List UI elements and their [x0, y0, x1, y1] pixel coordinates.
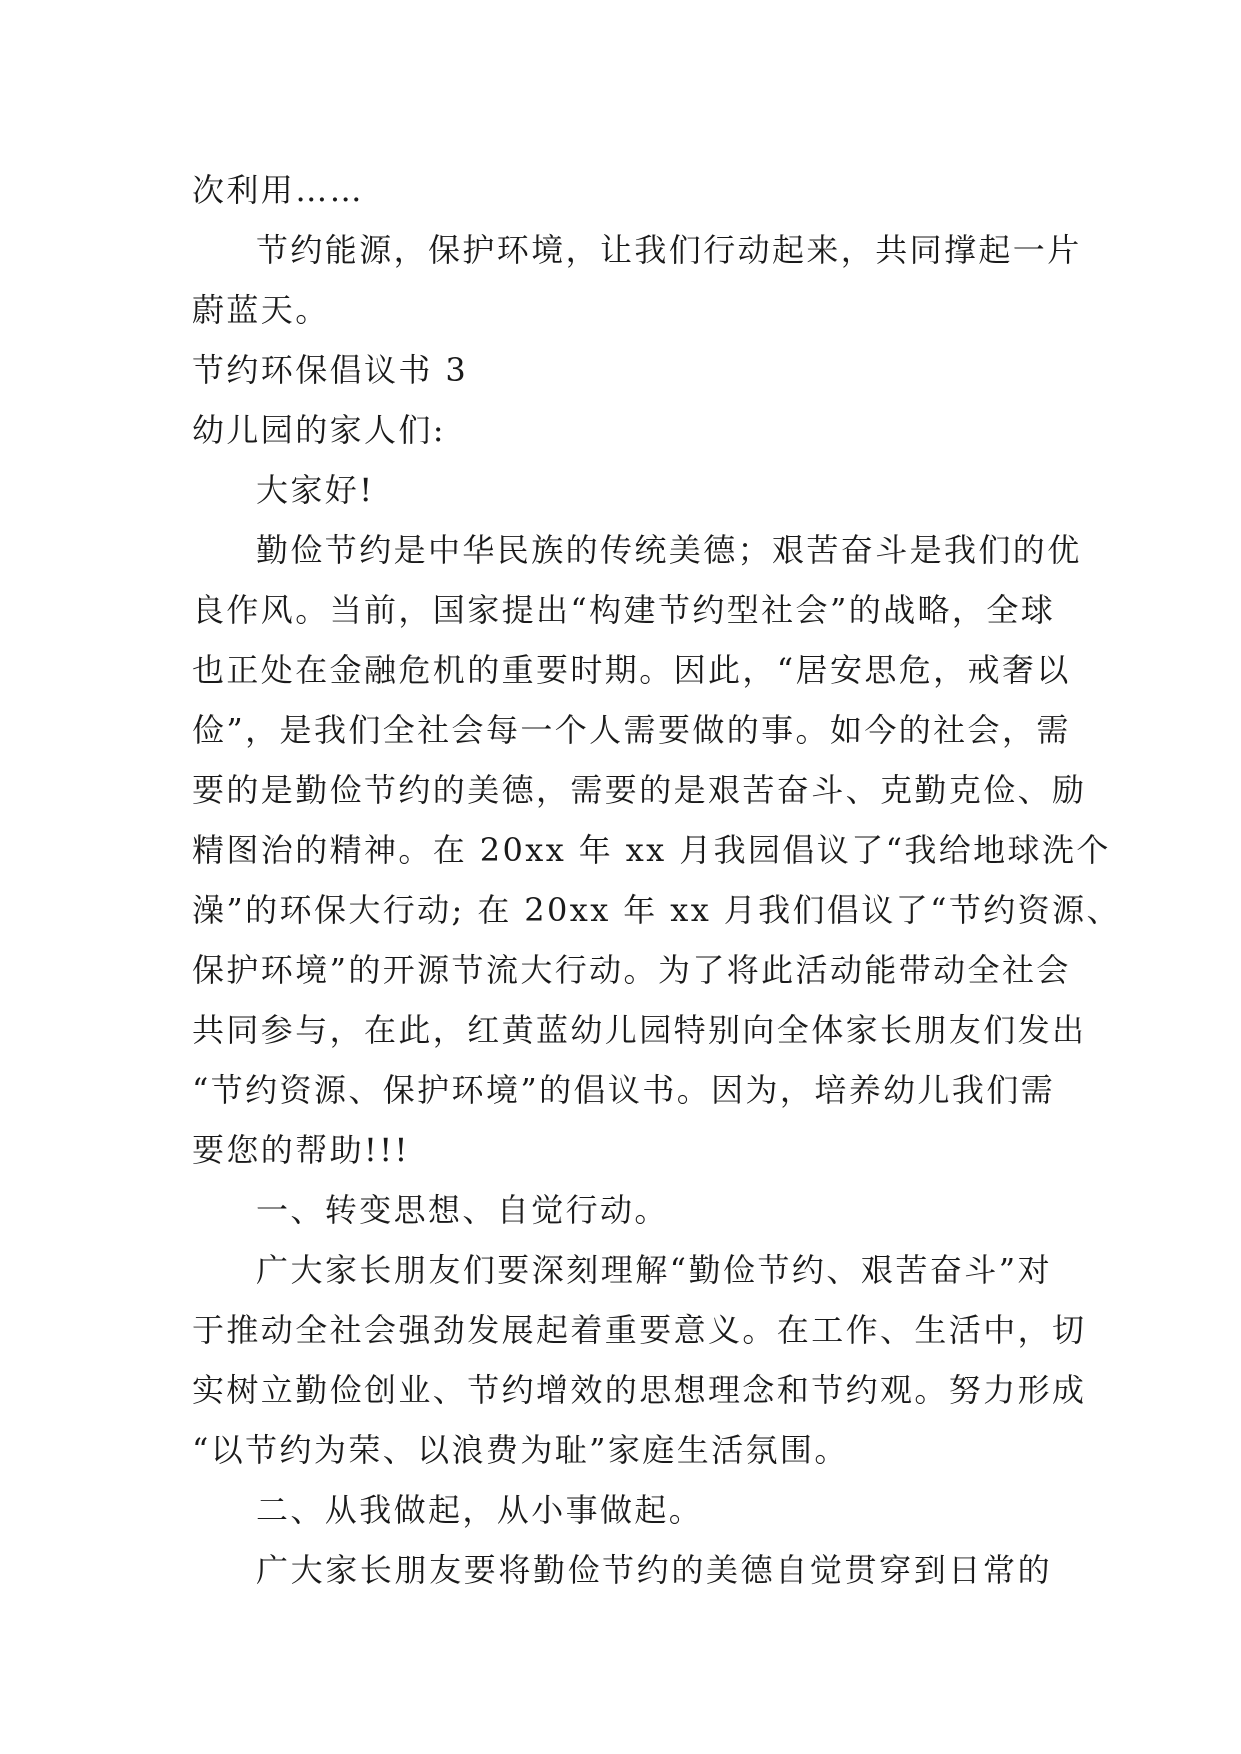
- text-line: 要的是勤俭节约的美德，需要的是艰苦奋斗、克勤克俭、励: [192, 771, 1087, 809]
- text-line: “以节约为荣、以浪费为耻”家庭生活氛围。: [192, 1431, 849, 1469]
- text-line: 俭”，是我们全社会每一个人需要做的事。如今的社会，需: [192, 711, 1071, 749]
- text-line: “节约资源、保护环境”的倡议书。因为，培养幼儿我们需: [192, 1071, 1056, 1109]
- text-line: 实树立勤俭创业、节约增效的思想理念和节约观。努力形成: [192, 1371, 1087, 1409]
- text-line: 良作风。当前，国家提出“构建节约型社会”的战略，全球: [192, 591, 1056, 629]
- document-body: [192, 160, 1121, 1600]
- text-line: 广大家长朋友要将勤俭节约的美德自觉贯穿到日常的: [256, 1551, 1052, 1589]
- text-line: 要您的帮助!!!: [192, 1131, 410, 1169]
- text-line: 二、从我做起，从小事做起。: [256, 1491, 704, 1529]
- text-line: 保护环境”的开源节流大行动。为了将此活动能带动全社会: [192, 951, 1071, 989]
- text-line: 澡”的环保大行动; 在 20xx 年 xx 月我们倡议了“节约资源、: [192, 891, 1121, 929]
- text-line: 节约能源，保护环境，让我们行动起来，共同撑起一片: [256, 231, 1082, 269]
- text-line: 次利用……: [192, 171, 365, 209]
- text-line: 也正处在金融危机的重要时期。因此，“居安思危，戒奢以: [192, 651, 1071, 689]
- text-line: 一、转变思想、自觉行动。: [256, 1191, 669, 1229]
- text-line: 蔚蓝天。: [192, 291, 330, 329]
- text-line: 精图治的精神。在 20xx 年 xx 月我园倡议了“我给地球洗个: [192, 831, 1111, 869]
- text-line: 于推动全社会强劲发展起着重要意义。在工作、生活中，切: [192, 1311, 1087, 1349]
- text-line: 共同参与，在此，红黄蓝幼儿园特别向全体家长朋友们发出: [192, 1011, 1087, 1049]
- text-line: 幼儿园的家人们:: [192, 411, 446, 449]
- text-line: 大家好!: [256, 471, 375, 509]
- text-line: 勤俭节约是中华民族的传统美德；艰苦奋斗是我们的优: [256, 531, 1082, 569]
- text-line: 广大家长朋友们要深刻理解“勤俭节约、艰苦奋斗”对: [256, 1251, 1052, 1289]
- text-line: 节约环保倡议书 3: [192, 351, 469, 389]
